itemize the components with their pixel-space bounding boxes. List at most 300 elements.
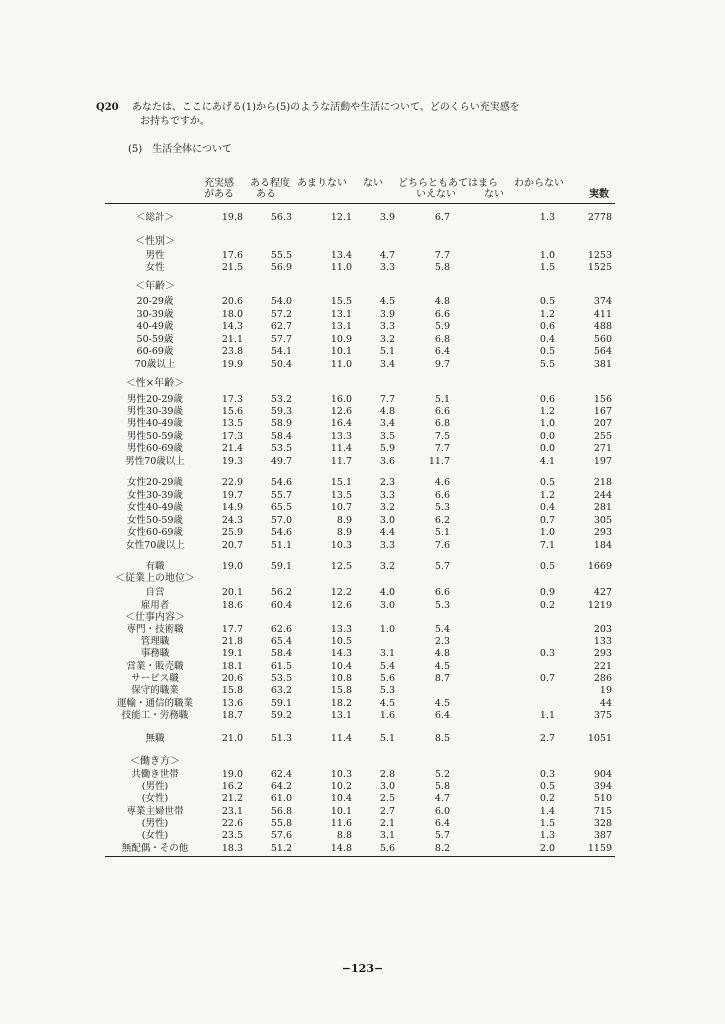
table-row xyxy=(0,334,725,346)
table-row xyxy=(0,346,725,358)
row-label: 男性 xyxy=(145,250,165,261)
cell-col-3: 10.1 xyxy=(330,806,352,817)
cell-col-3: 15.1 xyxy=(330,477,352,488)
cell-col-7: 221 xyxy=(593,661,612,672)
cell-col-6: 0.6 xyxy=(539,394,555,405)
cell-col-2: 56.3 xyxy=(270,212,292,223)
cell-col-7: 293 xyxy=(593,527,612,538)
cell-col-3: 10.8 xyxy=(330,673,352,684)
table-group-header xyxy=(0,236,725,248)
cell-col-2: 57.7 xyxy=(270,334,292,345)
cell-col-4: 5.6 xyxy=(379,673,395,684)
cell-col-4: 3.0 xyxy=(379,515,395,526)
table-row xyxy=(0,456,725,468)
cell-col-4: 3.0 xyxy=(379,781,395,792)
cell-col-1: 22.6 xyxy=(221,818,243,829)
table-row xyxy=(0,806,725,818)
cell-col-2: 64.2 xyxy=(270,781,292,792)
cell-col-4: 2.3 xyxy=(379,477,395,488)
cell-col-3: 16.0 xyxy=(330,394,352,405)
page-number: −123− xyxy=(341,962,384,975)
cell-col-5: 6.8 xyxy=(434,334,450,345)
cell-col-3: 10.4 xyxy=(330,793,352,804)
cell-col-3: 12.5 xyxy=(330,561,352,572)
col-header-2-bottom: ある xyxy=(256,189,276,200)
cell-col-7: 564 xyxy=(593,346,612,357)
cell-col-5: 5.8 xyxy=(434,781,450,792)
cell-col-7: 255 xyxy=(593,431,612,442)
table-row xyxy=(0,502,725,514)
cell-col-2: 54.1 xyxy=(270,346,292,357)
cell-col-6: 0.2 xyxy=(539,793,555,804)
row-label: 管理職 xyxy=(140,636,170,647)
cell-col-3: 8.8 xyxy=(336,830,352,841)
cell-col-6: 0.5 xyxy=(539,346,555,357)
cell-col-1: 20.1 xyxy=(221,587,243,598)
cell-col-2: 59.3 xyxy=(270,406,292,417)
cell-col-1: 22.9 xyxy=(221,477,243,488)
cell-col-4: 5.1 xyxy=(379,346,395,357)
cell-col-3: 8.9 xyxy=(336,515,352,526)
cell-col-3: 11.0 xyxy=(330,359,352,370)
cell-col-4: 3.3 xyxy=(379,321,395,332)
cell-col-5: 6.8 xyxy=(434,418,450,429)
table-row xyxy=(0,830,725,842)
cell-col-3: 11.0 xyxy=(330,262,352,273)
cell-col-7: 293 xyxy=(593,648,612,659)
cell-col-4: 3.9 xyxy=(379,309,395,320)
cell-col-2: 62.4 xyxy=(270,769,292,780)
cell-col-5: 6.0 xyxy=(434,806,450,817)
cell-col-4: 7.7 xyxy=(379,394,395,405)
cell-col-6: 2.7 xyxy=(539,733,555,744)
cell-col-2: 55.7 xyxy=(270,490,292,501)
cell-col-3: 11.7 xyxy=(330,456,352,467)
cell-col-2: 49.7 xyxy=(270,456,292,467)
cell-col-7: 271 xyxy=(593,443,612,454)
cell-col-5: 6.4 xyxy=(434,346,450,357)
cell-col-3: 11.6 xyxy=(330,818,352,829)
cell-col-6: 0.2 xyxy=(539,600,555,611)
table-row xyxy=(0,661,725,673)
table-row xyxy=(0,685,725,697)
cell-col-6: 7.1 xyxy=(539,540,555,551)
row-label: ＜総計＞ xyxy=(135,212,174,223)
cell-col-5: 8.7 xyxy=(434,673,450,684)
cell-col-5: 11.7 xyxy=(428,456,450,467)
cell-col-1: 23.8 xyxy=(221,346,243,357)
table-row xyxy=(0,250,725,262)
table-group-header xyxy=(0,281,725,293)
table-row xyxy=(0,793,725,805)
cell-col-7: 375 xyxy=(593,710,612,721)
cell-col-1: 19.8 xyxy=(221,212,243,223)
cell-col-5: 7.7 xyxy=(434,250,450,261)
cell-col-7: 387 xyxy=(593,830,612,841)
row-label: 女性30-39歳 xyxy=(127,490,183,501)
cell-col-5: 5.7 xyxy=(434,830,450,841)
row-label: 女性40-49歳 xyxy=(127,502,183,513)
cell-col-6: 0.0 xyxy=(539,431,555,442)
cell-col-1: 14.3 xyxy=(221,321,243,332)
cell-col-5: 4.6 xyxy=(434,477,450,488)
cell-col-3: 10.2 xyxy=(330,781,352,792)
cell-col-7: 560 xyxy=(593,334,612,345)
cell-col-5: 6.6 xyxy=(434,406,450,417)
row-label: 60-69歳 xyxy=(136,346,174,357)
row-label: 女性60-69歳 xyxy=(127,527,183,538)
cell-col-4: 2.5 xyxy=(379,793,395,804)
cell-col-1: 21.1 xyxy=(221,334,243,345)
col-header-6-bottom: ない xyxy=(484,189,504,200)
cell-col-2: 51.3 xyxy=(270,733,292,744)
col-header-7-top: 実数 xyxy=(589,189,609,200)
col-header-3-top: あまりない xyxy=(297,178,347,189)
sub-question-title: (5) 生活全体について xyxy=(128,144,232,155)
cell-col-5: 5.1 xyxy=(434,527,450,538)
cell-col-2: 61.5 xyxy=(270,661,292,672)
cell-col-5: 5.9 xyxy=(434,321,450,332)
question-line-2: お持ちですか。 xyxy=(140,116,210,127)
table-row xyxy=(0,321,725,333)
cell-col-7: 381 xyxy=(593,359,612,370)
cell-col-2: 58.4 xyxy=(270,648,292,659)
cell-col-2: 57.0 xyxy=(270,515,292,526)
cell-col-2: 54.0 xyxy=(270,296,292,307)
cell-col-7: 218 xyxy=(593,477,612,488)
cell-col-7: 427 xyxy=(593,587,612,598)
cell-col-2: 59.1 xyxy=(270,698,292,709)
cell-col-2: 53.5 xyxy=(270,443,292,454)
cell-col-6: 0.4 xyxy=(539,502,555,513)
cell-col-7: 1253 xyxy=(587,250,612,261)
row-label: 女性 xyxy=(145,262,165,273)
col-header-4-top: ない xyxy=(363,178,383,189)
cell-col-5: 2.3 xyxy=(434,636,450,647)
col-header-1-top: 充実感 xyxy=(204,178,234,189)
cell-col-2: 65.5 xyxy=(270,502,292,513)
cell-col-3: 15.5 xyxy=(330,296,352,307)
cell-col-4: 4.0 xyxy=(379,587,395,598)
table-row xyxy=(0,443,725,455)
table-row xyxy=(0,587,725,599)
row-label: 専門・技術職 xyxy=(126,624,184,635)
cell-col-7: 305 xyxy=(593,515,612,526)
cell-col-3: 13.1 xyxy=(330,710,352,721)
cell-col-4: 3.1 xyxy=(379,648,395,659)
cell-col-4: 3.3 xyxy=(379,490,395,501)
cell-col-3: 11.4 xyxy=(330,733,352,744)
cell-col-4: 3.2 xyxy=(379,502,395,513)
question-number: Q20 xyxy=(96,102,119,113)
cell-col-2: 54.6 xyxy=(270,527,292,538)
table-group-header xyxy=(0,378,725,390)
question-line-1 xyxy=(96,102,520,114)
cell-col-2: 63.2 xyxy=(270,685,292,696)
cell-col-7: 203 xyxy=(593,624,612,635)
cell-col-6: 1.3 xyxy=(539,212,555,223)
cell-col-5: 5.1 xyxy=(434,394,450,405)
cell-col-5: 4.5 xyxy=(434,698,450,709)
row-label: 50-59歳 xyxy=(136,334,174,345)
col-header-1-bottom: がある xyxy=(204,189,234,200)
cell-col-5: 6.6 xyxy=(434,490,450,501)
cell-col-1: 19.3 xyxy=(221,456,243,467)
cell-col-1: 19.7 xyxy=(221,490,243,501)
row-label: ＜性×年齢＞ xyxy=(125,378,185,389)
table-group-header xyxy=(0,573,725,585)
cell-col-5: 7.6 xyxy=(434,540,450,551)
cell-col-1: 15.8 xyxy=(221,685,243,696)
row-label: 30-39歳 xyxy=(136,309,174,320)
cell-col-6: 0.6 xyxy=(539,321,555,332)
cell-col-3: 13.1 xyxy=(330,321,352,332)
cell-col-4: 3.9 xyxy=(379,212,395,223)
row-label: 雇用者 xyxy=(140,600,170,611)
cell-col-3: 18.2 xyxy=(330,698,352,709)
cell-col-4: 4.7 xyxy=(379,250,395,261)
cell-col-2: 65.4 xyxy=(270,636,292,647)
cell-col-4: 3.4 xyxy=(379,418,395,429)
cell-col-7: 715 xyxy=(593,806,612,817)
table-row xyxy=(0,309,725,321)
cell-col-6: 0.9 xyxy=(539,587,555,598)
table-row xyxy=(0,296,725,308)
row-label: 20-29歳 xyxy=(136,296,174,307)
row-label: 男性50-59歳 xyxy=(127,431,183,442)
row-label: 女性50-59歳 xyxy=(127,515,183,526)
row-label: 男性20-29歳 xyxy=(127,394,183,405)
cell-col-7: 2778 xyxy=(587,212,612,223)
cell-col-6: 1.3 xyxy=(539,830,555,841)
row-label: ＜従業上の地位＞ xyxy=(115,573,195,584)
row-label: 男性60-69歳 xyxy=(127,443,183,454)
cell-col-5: 6.6 xyxy=(434,309,450,320)
cell-col-3: 12.6 xyxy=(330,600,352,611)
cell-col-1: 21.5 xyxy=(221,262,243,273)
cell-col-3: 10.3 xyxy=(330,769,352,780)
row-label: 男性40-49歳 xyxy=(127,418,183,429)
cell-col-3: 12.2 xyxy=(330,587,352,598)
table-group-header xyxy=(0,756,725,768)
cell-col-1: 18.0 xyxy=(221,309,243,320)
cell-col-7: 510 xyxy=(593,793,612,804)
cell-col-1: 23.5 xyxy=(221,830,243,841)
cell-col-7: 44 xyxy=(599,698,612,709)
cell-col-6: 0.4 xyxy=(539,334,555,345)
table-row xyxy=(0,600,725,612)
col-header-3 xyxy=(297,178,347,189)
cell-col-2: 53.2 xyxy=(270,394,292,405)
cell-col-4: 1.0 xyxy=(379,624,395,635)
cell-col-2: 57.6 xyxy=(270,830,292,841)
cell-col-5: 8.5 xyxy=(434,733,450,744)
col-header-5-bottom: いえない xyxy=(416,189,456,200)
cell-col-7: 1219 xyxy=(587,600,612,611)
cell-col-7: 286 xyxy=(593,673,612,684)
cell-col-4: 4.5 xyxy=(379,698,395,709)
row-label: 技能工・労務職 xyxy=(121,710,189,721)
row-label: ＜年齢＞ xyxy=(135,281,175,292)
cell-col-4: 3.1 xyxy=(379,830,395,841)
row-label: 運輸・通信的職業 xyxy=(116,698,193,709)
cell-col-5: 8.2 xyxy=(434,843,450,854)
row-label: 女性70歳以上 xyxy=(125,540,185,551)
cell-col-5: 6.4 xyxy=(434,818,450,829)
row-label: 有職 xyxy=(145,561,165,572)
cell-col-1: 19.1 xyxy=(221,648,243,659)
table-row xyxy=(0,212,725,224)
col-header-5 xyxy=(398,178,498,200)
cell-col-6: 0.7 xyxy=(539,515,555,526)
cell-col-1: 18.3 xyxy=(221,843,243,854)
table-row xyxy=(0,515,725,527)
cell-col-2: 62.6 xyxy=(270,624,292,635)
cell-col-1: 20.6 xyxy=(221,296,243,307)
cell-col-6: 1.1 xyxy=(539,710,555,721)
table-row xyxy=(0,406,725,418)
cell-col-1: 21.2 xyxy=(221,793,243,804)
row-label: 自営 xyxy=(145,587,165,598)
cell-col-3: 10.4 xyxy=(330,661,352,672)
cell-col-4: 5.4 xyxy=(379,661,395,672)
row-label: 70歳以上 xyxy=(134,359,176,370)
cell-col-1: 13.5 xyxy=(221,418,243,429)
cell-col-4: 5.1 xyxy=(379,733,395,744)
cell-col-5: 6.7 xyxy=(434,212,450,223)
col-header-6 xyxy=(484,178,564,200)
cell-col-3: 14.8 xyxy=(330,843,352,854)
cell-col-3: 10.7 xyxy=(330,502,352,513)
row-label: ＜仕事内容＞ xyxy=(125,612,185,623)
cell-col-6: 1.0 xyxy=(539,418,555,429)
cell-col-6: 0.3 xyxy=(539,648,555,659)
cell-col-3: 10.1 xyxy=(330,346,352,357)
cell-col-4: 5.9 xyxy=(379,443,395,454)
cell-col-7: 281 xyxy=(593,502,612,513)
cell-col-6: 1.4 xyxy=(539,806,555,817)
cell-col-6: 0.0 xyxy=(539,443,555,454)
cell-col-7: 1525 xyxy=(587,262,612,273)
cell-col-3: 10.5 xyxy=(330,636,352,647)
header-rule xyxy=(105,203,615,204)
cell-col-5: 7.5 xyxy=(434,431,450,442)
cell-col-4: 2.8 xyxy=(379,769,395,780)
cell-col-4: 3.5 xyxy=(379,431,395,442)
cell-col-7: 197 xyxy=(593,456,612,467)
cell-col-1: 20.7 xyxy=(221,540,243,551)
col-header-2-top: ある程度 xyxy=(250,178,290,189)
cell-col-7: 184 xyxy=(593,540,612,551)
cell-col-2: 59.1 xyxy=(270,561,292,572)
cell-col-7: 1159 xyxy=(587,843,612,854)
table-row xyxy=(0,843,725,855)
cell-col-6: 0.5 xyxy=(539,781,555,792)
row-label: 保守的職業 xyxy=(131,685,179,696)
cell-col-6: 4.1 xyxy=(539,456,555,467)
cell-col-1: 21.0 xyxy=(221,733,243,744)
cell-col-1: 17.7 xyxy=(221,624,243,635)
cell-col-2: 55.5 xyxy=(270,250,292,261)
cell-col-3: 12.6 xyxy=(330,406,352,417)
cell-col-1: 23.1 xyxy=(221,806,243,817)
cell-col-5: 5.4 xyxy=(434,624,450,635)
col-header-5-top: どちらともあてはまら xyxy=(398,178,498,189)
cell-col-3: 14.3 xyxy=(330,648,352,659)
table-row xyxy=(0,477,725,489)
table-row xyxy=(0,636,725,648)
row-label: 男性30-39歳 xyxy=(127,406,183,417)
cell-col-3: 10.9 xyxy=(330,334,352,345)
col-header-7 xyxy=(589,189,609,200)
table-row xyxy=(0,527,725,539)
cell-col-6: 1.2 xyxy=(539,309,555,320)
cell-col-7: 394 xyxy=(593,781,612,792)
cell-col-7: 411 xyxy=(593,309,612,320)
cell-col-3: 13.3 xyxy=(330,431,352,442)
table-row xyxy=(0,394,725,406)
cell-col-4: 1.6 xyxy=(379,710,395,721)
cell-col-1: 19.9 xyxy=(221,359,243,370)
cell-col-4: 5.3 xyxy=(379,685,395,696)
cell-col-6: 0.5 xyxy=(539,561,555,572)
cell-col-4: 3.0 xyxy=(379,600,395,611)
col-header-1 xyxy=(204,178,234,200)
cell-col-4: 4.4 xyxy=(379,527,395,538)
cell-col-2: 51.2 xyxy=(270,843,292,854)
cell-col-5: 6.6 xyxy=(434,587,450,598)
cell-col-1: 16.2 xyxy=(221,781,243,792)
cell-col-1: 19.0 xyxy=(221,561,243,572)
cell-col-2: 54.6 xyxy=(270,477,292,488)
cell-col-6: 1.5 xyxy=(539,818,555,829)
cell-col-1: 17.6 xyxy=(221,250,243,261)
cell-col-7: 374 xyxy=(593,296,612,307)
cell-col-3: 10.3 xyxy=(330,540,352,551)
cell-col-5: 5.3 xyxy=(434,502,450,513)
table-row xyxy=(0,733,725,745)
cell-col-6: 1.0 xyxy=(539,527,555,538)
cell-col-4: 3.2 xyxy=(379,334,395,345)
row-label: 専業主婦世帯 xyxy=(126,806,184,817)
cell-col-5: 5.7 xyxy=(434,561,450,572)
cell-col-6: 0.5 xyxy=(539,477,555,488)
col-header-4 xyxy=(363,178,383,189)
table-group-header xyxy=(0,612,725,624)
cell-col-5: 4.8 xyxy=(434,648,450,659)
row-label: 無職 xyxy=(145,733,165,744)
cell-col-7: 1669 xyxy=(587,561,612,572)
cell-col-6: 1.2 xyxy=(539,490,555,501)
cell-col-1: 18.1 xyxy=(221,661,243,672)
cell-col-7: 156 xyxy=(593,394,612,405)
cell-col-7: 1051 xyxy=(587,733,612,744)
cell-col-2: 53.5 xyxy=(270,673,292,684)
cell-col-6: 0.5 xyxy=(539,296,555,307)
cell-col-4: 2.7 xyxy=(379,806,395,817)
cell-col-1: 21.8 xyxy=(221,636,243,647)
table-row xyxy=(0,490,725,502)
table-row xyxy=(0,431,725,443)
cell-col-3: 12.1 xyxy=(330,212,352,223)
cell-col-7: 167 xyxy=(593,406,612,417)
cell-col-1: 13.6 xyxy=(221,698,243,709)
cell-col-3: 13.5 xyxy=(330,490,352,501)
table-row xyxy=(0,561,725,573)
cell-col-2: 58.4 xyxy=(270,431,292,442)
cell-col-1: 14.9 xyxy=(221,502,243,513)
cell-col-2: 60.4 xyxy=(270,600,292,611)
